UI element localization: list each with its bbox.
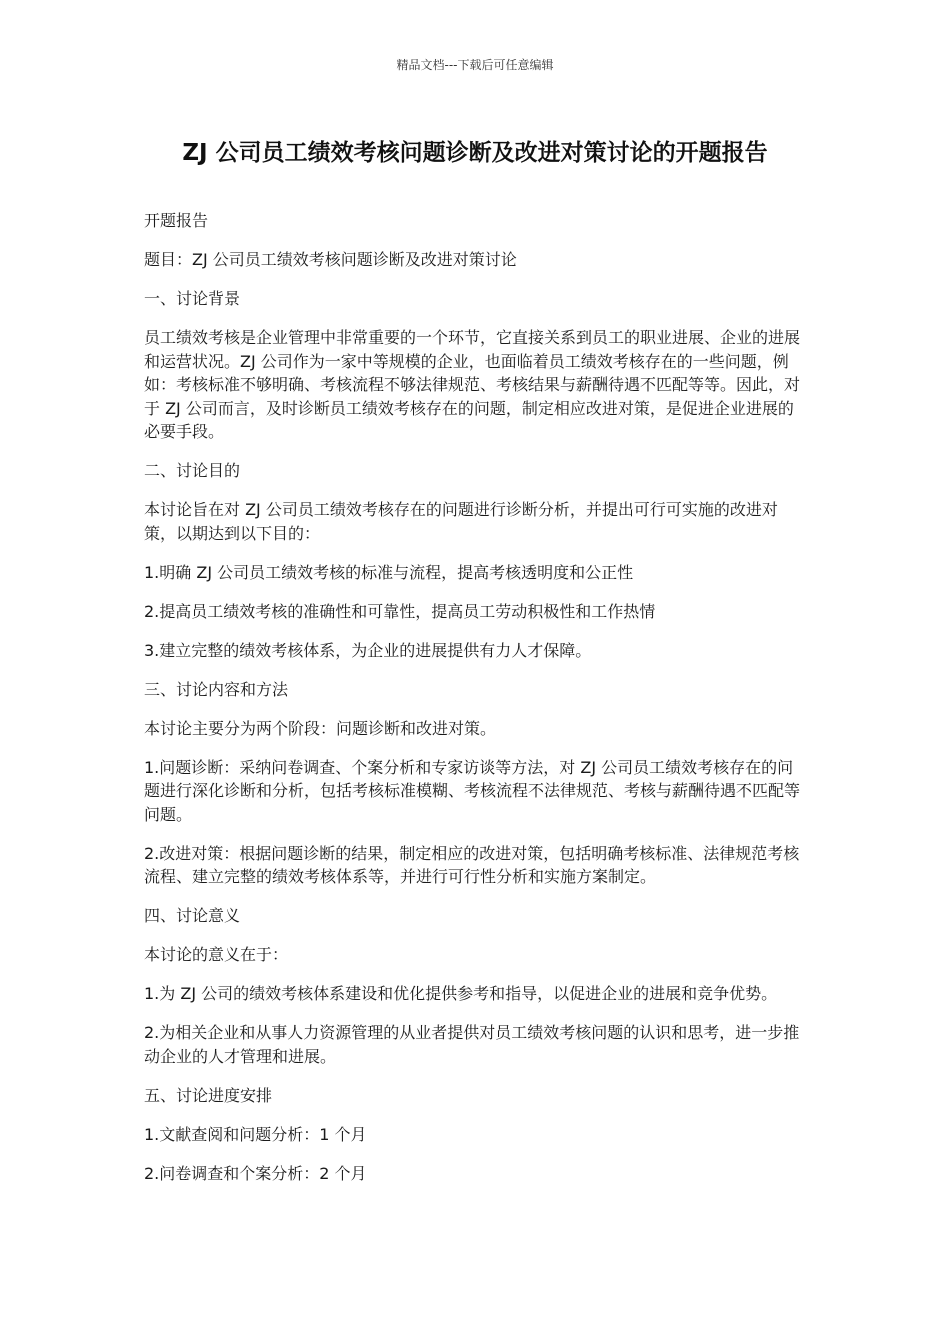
section-heading-content-method: 三、讨论内容和方法 — [144, 679, 289, 699]
purpose-item: 3.建立完整的绩效考核体系，为企业的进展提供有力人才保障。 — [144, 640, 592, 660]
section-heading-significance: 四、讨论意义 — [144, 906, 241, 925]
significance-item: 1.为 ZJ 公司的绩效考核体系建设和优化提供参考和指导，以促进企业的进展和竞争优势。 — [144, 984, 778, 1003]
document-body — [144, 209, 804, 1201]
document-title: ZJ 公司员工绩效考核问题诊断及改进对策讨论的开题报告 — [182, 140, 768, 166]
background-paragraph: 员工绩效考核是企业管理中非常重要的一个环节，它直接关系到员工的职业进展、企业的进展和运营状况。ZJ 公司作为一家中等规模的企业，也面临着员工绩效考核存在的一些问题，例如：考核标准不够明确、考核流程不够法律规范、考核结果与薪酬待遇不匹配等等。因此，对于 ZJ 公司而言，及时诊断员工绩效考核存在的问题，制定相应改进对策，是促进企业进展的必要手段。 — [144, 328, 801, 441]
page-header-note: 精品文档---下载后可任意编辑 — [396, 58, 554, 72]
schedule-item: 1.文献查阅和问题分析：1 个月 — [144, 1124, 367, 1144]
section-heading-purpose: 二、讨论目的 — [144, 461, 241, 480]
content-method-item: 2.改进对策：根据问题诊断的结果，制定相应的改进对策，包括明确考核标准、法律规范考核流程、建立完整的绩效考核体系等，并进行可行性分析和实施方案制定。 — [144, 843, 800, 886]
significance-item: 2.为相关企业和从事人力资源管理的从业者提供对员工绩效考核问题的认识和思考，进一步推动企业的人才管理和进展。 — [144, 1023, 800, 1066]
purpose-item: 1.明确 ZJ 公司员工绩效考核的标准与流程，提高考核透明度和公正性 — [144, 562, 634, 582]
doc-label: 开题报告 — [144, 211, 209, 230]
content-method-paragraph: 本讨论主要分为两个阶段：问题诊断和改进对策。 — [144, 718, 497, 738]
significance-paragraph: 本讨论的意义在于： — [144, 945, 289, 964]
section-heading-schedule: 五、讨论进度安排 — [144, 1085, 273, 1105]
section-heading-background: 一、讨论背景 — [144, 289, 241, 308]
topic-line: 题目：ZJ 公司员工绩效考核问题诊断及改进对策讨论 — [144, 250, 517, 269]
schedule-item: 2.问卷调查和个案分析：2 个月 — [144, 1163, 367, 1183]
content-method-item: 1.问题诊断：采纳问卷调查、个案分析和专家访谈等方法，对 ZJ 公司员工绩效考核存在的问题进行深化诊断和分析，包括考核标准模糊、考核流程不法律规范、考核与薪酬待遇不匹配等问题。 — [144, 757, 801, 824]
purpose-item: 2.提高员工绩效考核的准确性和可靠性，提高员工劳动积极性和工作热情 — [144, 601, 656, 621]
purpose-paragraph: 本讨论旨在对 ZJ 公司员工绩效考核存在的问题进行诊断分析，并提出可行可实施的改进对策，以期达到以下目的： — [144, 500, 778, 543]
